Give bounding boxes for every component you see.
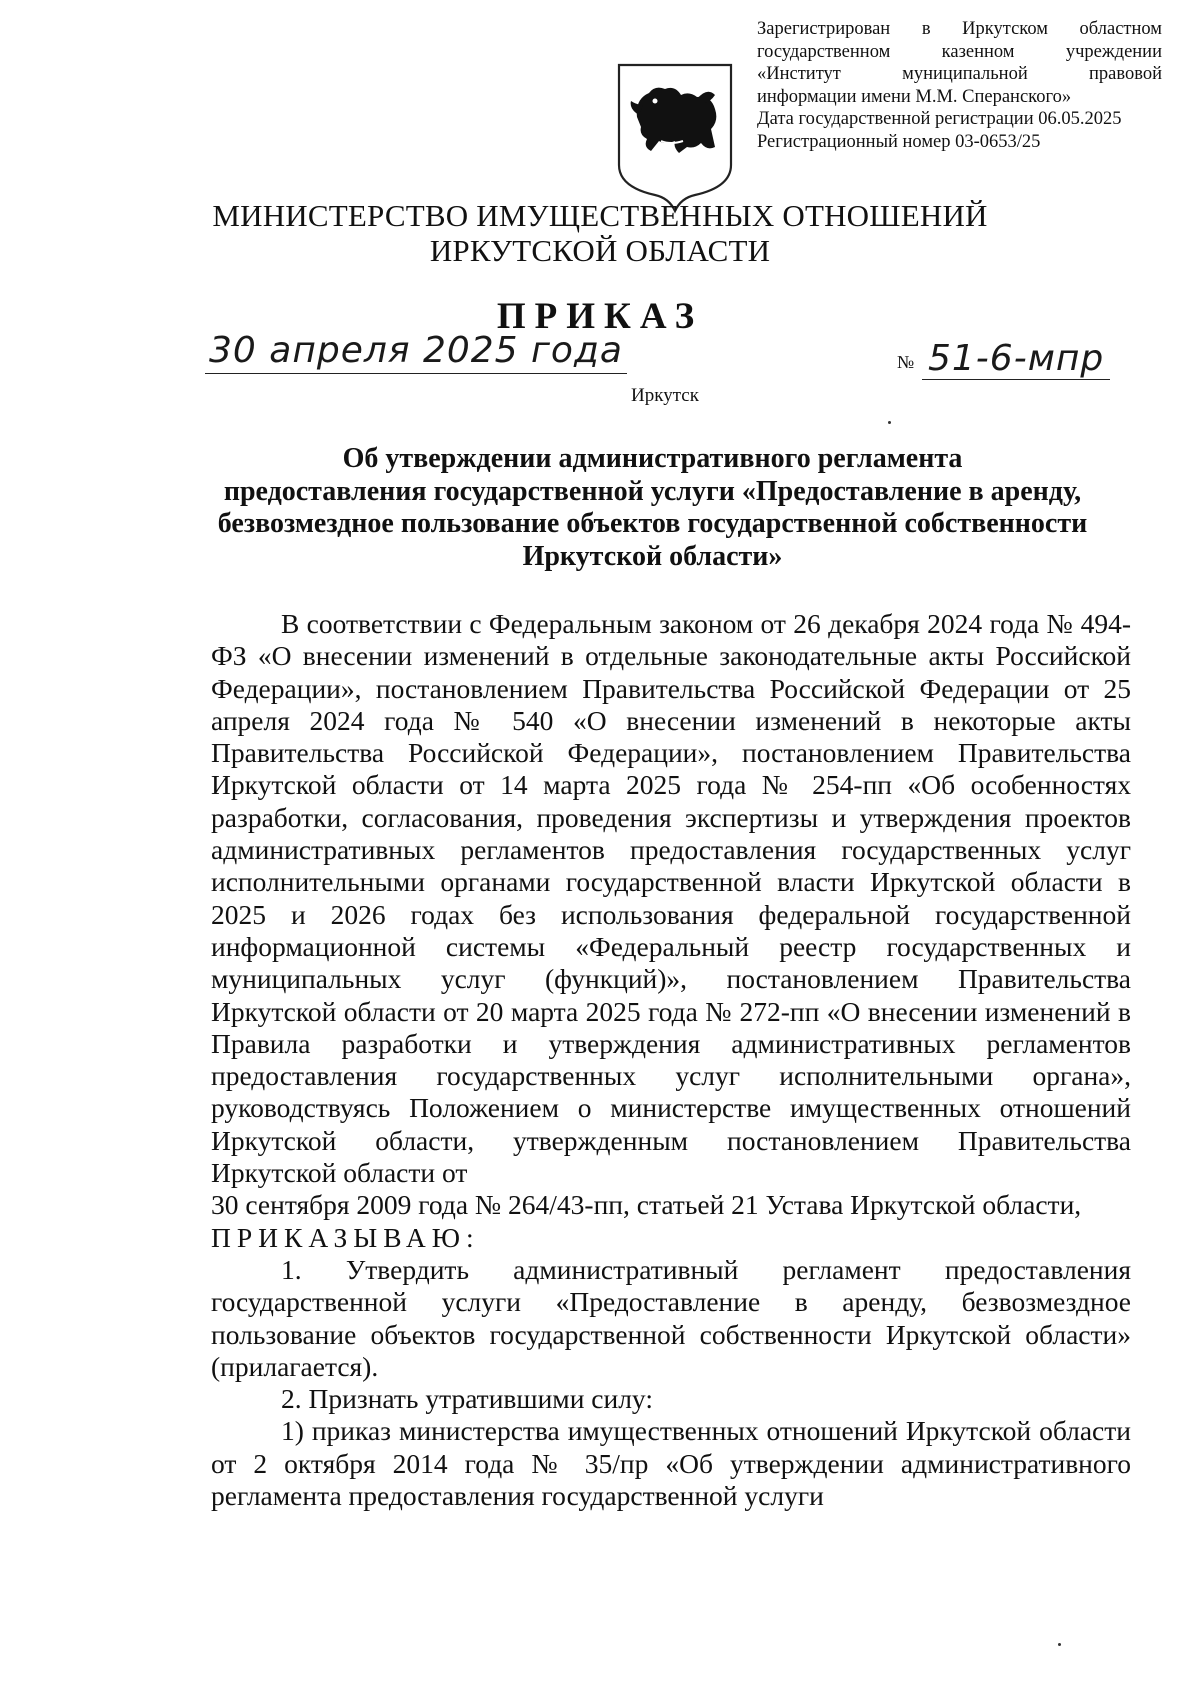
scan-speck (1058, 1643, 1061, 1646)
item-2-paragraph: 2. Признать утратившими силу: (281, 1383, 653, 1415)
document-type-title: ПРИКАЗ (496, 296, 704, 337)
registration-date: Дата государственной регистрации 06.05.2025 (757, 109, 1122, 129)
registration-line: Зарегистрирован в Иркутском областном (757, 19, 1162, 39)
subject-line: Иркутской области» (522, 540, 783, 572)
item-2-1-paragraph: 1) приказ министерства имущественных отношений Иркутской области от 2 октября 2014 года № 35/пр «Об утверждении административного регламента предоставления государственной услуги (211, 1415, 1131, 1512)
scan-speck (888, 421, 891, 424)
registration-stamp (757, 18, 1162, 153)
irkutsk-coat-of-arms-icon (615, 55, 735, 215)
registration-number: Регистрационный номер 03-0653/25 (757, 131, 1041, 152)
ministry-name-line2: ИРКУТСКОЙ ОБЛАСТИ (429, 233, 771, 268)
preamble-paragraph: В соответствии с Федеральным законом от 26 декабря 2024 года № 494-ФЗ «О внесении изменений в отдельные законодательные акты Российской Федерации», постановлением Правительства Российской Федерации от 25 апреля 2024 года № 540 «О внесении изменений в некоторые акты Правительства Российской Федерации», постановлением Правительства Иркутской области от 14 марта 2025 года № 254-пп «Об особенностях разработки, согласования, проведения экспертизы и утверждения проектов административных регламентов предоставления государственных услуг исполнительными органами государственной власти Иркутской области в 2025 и 2026 годах без использования федеральной государственной информационной системы «Федеральный реестр государственных и муниципальных услуг (функций)», постановлением Правительства Иркутской области от 20 марта 2025 года № 272-пп «О внесении изменений в Правила разработки и утверждения административных регламентов предоставления государственных услуг исполнительными органа», руководствуясь Положением о министерстве имущественных отношений Иркутской области, утвержденным постановлением Правительства Иркутской области от (211, 608, 1131, 1189)
decree-word: ПРИКАЗЫВАЮ: (211, 1221, 480, 1253)
handwritten-order-number: 51-6-мпр (922, 338, 1110, 380)
number-prefix: № (897, 352, 915, 372)
ministry-name-line1: МИНИСТЕРСТВО ИМУЩЕСТВЕННЫХ ОТНОШЕНИЙ (212, 198, 988, 233)
registration-line: государственном казенном учреждении (757, 41, 1162, 62)
city-name: Иркутск (631, 385, 699, 406)
subject-line: Об утверждении административного регламента (342, 443, 963, 474)
registration-line: информации имени М.М. Сперанского» (757, 86, 1072, 107)
document-subject (175, 443, 1130, 573)
item-1-paragraph: 1. Утвердить административный регламент предоставления государственной услуги «Предоставление в аренду, безвозмездное пользование объектов государственной собственности Иркутской области» (прилагается). (211, 1253, 1131, 1382)
subject-line: безвозмездное пользование объектов государственной собственности (217, 508, 1088, 539)
subject-line: предоставления государственной услуги «Предоставление в аренду, (223, 475, 1082, 507)
handwritten-date: 30 апреля 2025 года (205, 330, 627, 374)
document-body (211, 608, 1131, 1512)
registration-line: «Институт муниципальной правовой (757, 64, 1162, 84)
preamble-last-line: 30 сентября 2009 года № 264/43-пп, статьей 21 Устава Иркутской области, (211, 1189, 1082, 1221)
